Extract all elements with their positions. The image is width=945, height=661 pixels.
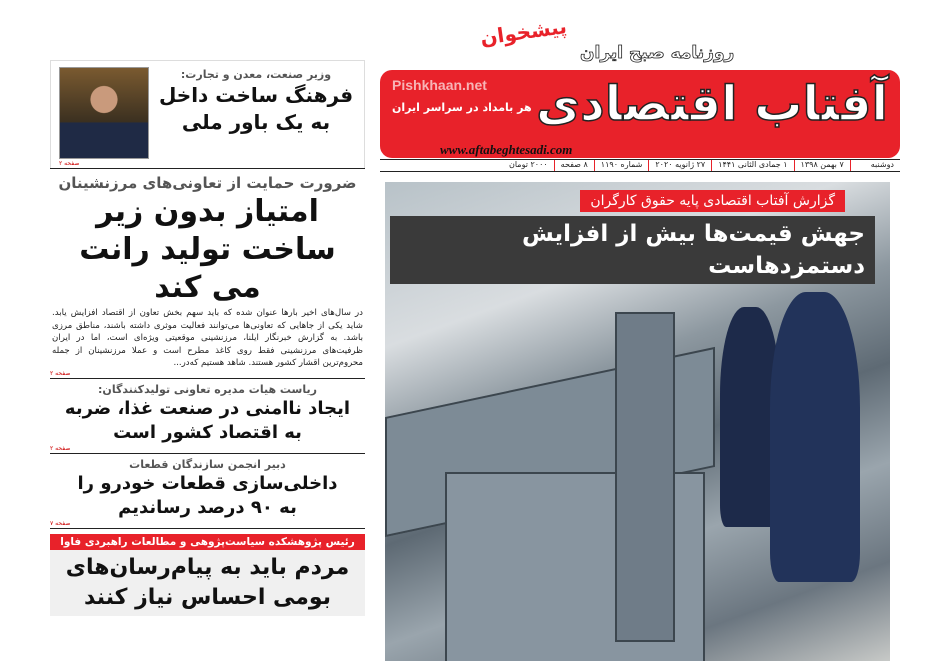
date-item: دوشنبه xyxy=(850,160,900,171)
page-ref[interactable]: صفحه ۲ xyxy=(50,444,71,452)
sidebar-column xyxy=(50,60,365,616)
date-item: شماره ۱۱۹۰ xyxy=(594,160,649,171)
story-body: در سال‌های اخیر بارها عنوان شده که باید سهم بخش تعاون از اقتصاد افزایش یابد. شاید یکی از جاهایی که تعاونی‌ها می‌توانند فعالیت موثری داشته باشند، مناطق مرزی باشد. به گزارش خبرنگار ایلنا، مرزنشینی موقعیتی ویژه‌ای است، اما در ایران ظرفیت‌های مرزنشینی فقط روی کاغذ مطرح است و عملا مرزنشینان از جمله محروم‌ترین اقشار کشور هستند. شاهد هستیم که‌در... xyxy=(52,308,363,368)
story-kicker: ریاست هیات مدیره تعاونی تولیدکنندگان: xyxy=(98,382,317,396)
watermark-url: Pishkhaan.net xyxy=(392,77,487,93)
story-border-coops[interactable] xyxy=(50,169,365,378)
subtitle: هر بامداد در سراسر ایران xyxy=(392,101,532,114)
tagline: روزنامه صبح ایران xyxy=(580,43,735,63)
story-headline: ایجاد ناامنی در صنعت غذا، ضربه به اقتصاد کشور است xyxy=(64,397,351,443)
story-headline: امتیاز بدون زیر ساخت تولید رانت می کند xyxy=(79,194,336,305)
date-item: ۷ بهمن ۱۳۹۸ xyxy=(794,160,850,171)
date-item: ۲۷ ژانویه ۲۰۲۰ xyxy=(648,160,711,171)
website-url[interactable]: www.aftabeghtesadi.com xyxy=(440,142,573,157)
story-headline: مردم باید به پیام‌رسان‌های بومی احساس نیاز کنند xyxy=(65,554,350,610)
story-auto-parts[interactable] xyxy=(50,454,365,528)
story-messengers[interactable] xyxy=(50,534,365,616)
story-kicker: دبیر انجمن سازندگان قطعات xyxy=(129,457,286,471)
page-ref[interactable]: صفحه ۲ xyxy=(50,369,71,377)
story-kicker: رئیس پژوهشکده سیاست‌پژوهی و مطالعات راهبردی فاوا xyxy=(50,534,365,550)
main-photo xyxy=(385,182,890,661)
date-item: ۸ صفحه xyxy=(554,160,594,171)
story-headline: فرهنگ ساخت داخل به یک باور ملی xyxy=(158,83,354,134)
date-item: ۱ جمادی الثانی ۱۴۴۱ xyxy=(711,160,793,171)
story-minister[interactable] xyxy=(50,60,365,168)
minister-photo xyxy=(59,67,149,159)
newspaper-logo: آفتاب اقتصادی xyxy=(536,76,888,132)
masthead xyxy=(380,14,900,142)
main-kicker: گزارش آفتاب اقتصادی پایه حقوق کارگران xyxy=(580,190,845,212)
story-kicker: وزیر صنعت، معدن و تجارت: xyxy=(180,68,332,81)
story-headline: داخلی‌سازی قطعات خودرو را به ۹۰ درصد رساندیم xyxy=(77,472,338,518)
date-bar xyxy=(380,159,900,172)
page-ref[interactable]: صفحه ۷ xyxy=(50,519,71,527)
main-headline[interactable]: جهش قیمت‌ها بیش از افزایش دستمزدهاست xyxy=(390,216,875,284)
page-ref[interactable]: صفحه ۲ xyxy=(59,160,80,167)
watermark: پیشخوان xyxy=(478,14,569,50)
story-kicker: ضرورت حمایت از تعاونی‌های مرزنشینان xyxy=(58,174,357,192)
date-item: ۲۰۰۰ تومان xyxy=(508,160,548,169)
story-food-industry[interactable] xyxy=(50,379,365,453)
